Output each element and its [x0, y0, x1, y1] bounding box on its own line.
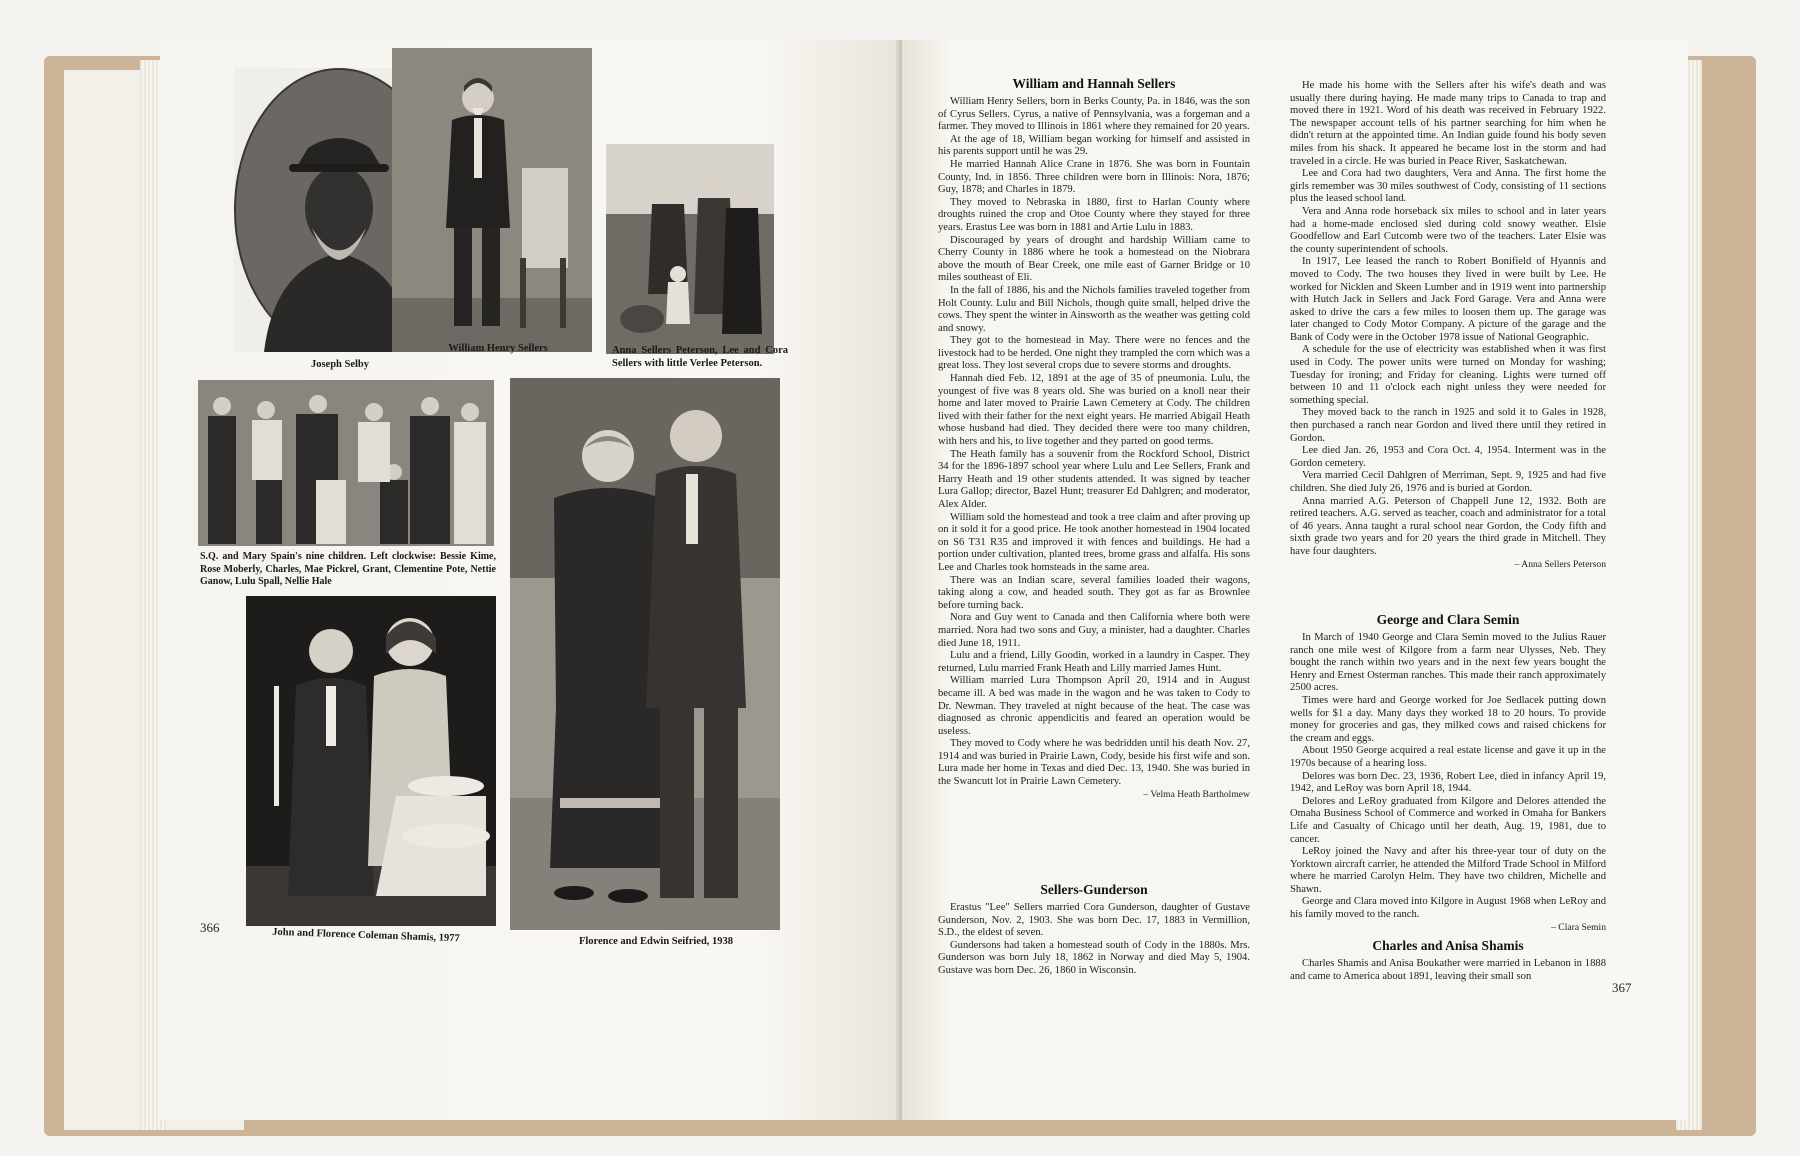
left-page-number: 366 [200, 920, 220, 935]
photo-shamis-couple [246, 596, 496, 926]
paragraph: The Heath family has a souvenir from the Rockford School, District 34 for the 1896-1897 school year where Lulu and Lee Sellers, Frank and Harry Heath and 19 other students attended. It was signed by teacher Lura Gallop; director, Bazel Hunt; treasurer Ed Dahlgren; and moderator, Alex Alder. [938, 448, 1250, 510]
paragraph: Discouraged by years of drought and hardship William came to Cherry County in 1886 where he took a homestead on the Niobrara above the mouth of Bear Creek, one mile east of Garner Bridge or 10 miles southeast of Eli. [938, 234, 1250, 284]
paragraph: LeRoy joined the Navy and after his three-year tour of duty on the Yorktown aircraft carrier, he attended the Milford Trade School in Milford where he married Carolyn Helm. They have two children, Michelle and Shawn. [1290, 846, 1606, 895]
paragraph: Gundersons had taken a homestead south of Cody in the 1880s. Mrs. Gunderson was born July 18, 1862 in Norway and died May 5, 1904. Gustave was born Dec. 26, 1860 in Wisconsin. [938, 939, 1250, 976]
signature-clara-semin: – Clara Semin [1551, 921, 1606, 933]
paragraph: In 1917, Lee leased the ranch to Robert Bonifield of Hyannis and moved to Cody. The two houses they lived in were built by Lee. He worked for Nicklen and Skeen Lumber and in 1919 went into partnership with Hutch Jack in Sellers and Jack Ford Garage. Vera and Anna were asked to drive the cars a few miles to loosen them up. The garage was later changed to Cody Motor Company. A picture of the garage and the Bank of Cody were in the October 1978 issue of National Geographic. [1290, 256, 1606, 343]
couple-with-cake-image [246, 596, 496, 926]
signature-anna-sellers-peterson: – Anna Sellers Peterson [1514, 558, 1606, 570]
photo-william-henry-sellers [392, 48, 592, 352]
right-page-number: 367 [1612, 980, 1632, 995]
paragraph: Delores and LeRoy graduated from Kilgore and Delores attended the Omaha Business School of Commerce and worked in Omaha for Bankers Life and Casualty of Chicago until her death, Aug. 19, 1981, due to cancer. [1290, 795, 1606, 845]
right-page-column-1 [938, 96, 1250, 876]
right-page [902, 40, 1688, 1120]
standing-man-image [392, 48, 592, 352]
paragraph: At the age of 18, William began working for himself and assisted in his parents support until he was 29. [938, 133, 1250, 158]
semin-paragraphs [1290, 632, 1606, 922]
heading-sellers-gunderson: Sellers-Gunderson [1040, 882, 1148, 897]
paragraph: George and Clara moved into Kilgore in August 1968 when LeRoy and his family moved to the ranch. [1290, 896, 1606, 921]
heading-william-hannah-sellers: William and Hannah Sellers [1012, 76, 1176, 91]
paragraph: William married Lura Thompson April 20, 1914 and in August became ill. A bed was made in the wagon and he was taken to Cody to Dr. Newman. They traveled at night because of the heat. The case was diagnosed as chronic appendicitis and feared an operation would be useless. [938, 675, 1250, 737]
shamis-column [1290, 958, 1606, 998]
paragraph: About 1950 George acquired a real estate license and gave it up in the 1970s because of a hearing loss. [1290, 745, 1606, 769]
paragraph: Erastus "Lee" Sellers married Cora Gunderson, daughter of Gustave Gunderson, Nov. 2, 1903. She was born Dec. 17, 1883 in Vermillion, S.D., the eldest of seven. [938, 902, 1250, 939]
family-group-image [606, 144, 774, 354]
paragraph: William sold the homestead and took a tree claim and after proving up on it sold it for a good price. He took another homestead in 1904 located on S6 T31 R35 and improved it with fences and buildings. He had a portion under cultivation, planted trees, brome grass and alfalfa. His sons Lee and Charles took homsteads in the same area. [938, 511, 1250, 573]
heading-george-clara-semin: George and Clara Semin [1376, 612, 1520, 627]
paragraph: They moved to Cody where he was bedridden until his death Nov. 27, 1914 and was buried in Prairie Lawn, Cody, beside his first wife and son. Lura made her home in Texas and died Dec. 13, 1940. She was buried in the Swancutt lot in Prairie Lawn Cemetery. [938, 738, 1250, 788]
paragraph: Charles Shamis and Anisa Boukather were married in Lebanon in 1888 and came to America about 1891, leaving their small son [1290, 958, 1606, 982]
paragraph: Vera and Anna rode horseback six miles to school and in later years had a home-made enclosed sled during cold snowy weather. Elsie Goodfellow and Earl Cutcomb were two of the teachers. Later Elsie was the county superintendent of schools. [1290, 205, 1606, 255]
paragraph: They got to the homestead in May. There were no fences and the livestock had to be herded. One night they trampled the corn which was a great loss. They lost several crops due to severe storms and droughts. [938, 335, 1250, 372]
paragraph: In the fall of 1886, his and the Nichols families traveled together from Holt County. Lulu and Bill Nichols, though quite small, helped drive the cows. They spent the winter in Ainsworth as the weather was getting cold and snowy. [938, 284, 1250, 334]
paragraph: Hannah died Feb. 12, 1891 at the age of 35 of pneumonia. Lulu, the youngest of five was 8 years old. She was buried on a knoll near their home and later moved to Prairie Lawn Cemetery at Cody. The children lived with their father for the next eight years. He married Abigail Heath whose husband had died. They decided there were too many children, with hers and his, to live together and they parted on good terms. [938, 373, 1250, 448]
sellers-gunderson-paragraphs [938, 902, 1250, 978]
paragraph: Times were hard and George worked for Joe Sedlacek putting down wells for $1 a day. Many days they worked 18 to 20 hours. To provide money for groceries and gas, they milked cows and raised chickens for the cream and eggs. [1290, 694, 1606, 744]
caption-seifried-couple: Florence and Edwin Seifried, 1938 [578, 936, 734, 947]
paragraph: Lee and Cora had two daughters, Vera and Anna. The first home the girls remember was 30 miles southwest of Cody, consisting of 11 sections plus the leased school land. [1290, 168, 1606, 205]
shamis-paragraphs [1290, 958, 1606, 983]
paragraph: Lee died Jan. 26, 1953 and Cora Oct. 4, 1954. Interment was in the Gordon cemetery. [1290, 445, 1606, 469]
paragraph: William Henry Sellers, born in Berks County, Pa. in 1846, was the son of Cyrus Sellers. Cyrus, a native of Pennsylvania, was a forgeman and a farmer. They moved to Illinois in 1861 where they remained for 20 years. [938, 96, 1250, 133]
photo-anna-sellers-peterson [606, 144, 774, 354]
photo-seifried-couple [510, 378, 780, 930]
semin-column [1290, 632, 1606, 933]
paragraph: There was an Indian scare, several families loaded their wagons, taking along a cow, and headed south. They got as far as Brownlee before turning back. [938, 574, 1250, 611]
right-page-column-2 [1290, 80, 1606, 588]
paragraph: Nora and Guy went to Canada and then California where both were married. Nora had two sons and Guy, a minister, had a daughter. Charles died June 18, 1911. [938, 612, 1250, 649]
caption-anna-sellers-peterson: Anna Sellers Peterson, Lee and Cora Sellers with little Verlee Peterson. [612, 345, 788, 369]
caption-william-henry-sellers: William Henry Sellers [448, 343, 548, 354]
left-page [160, 40, 902, 1120]
paragraph: He married Hannah Alice Crane in 1876. She was born in Fountain County, Ind. in 1856. Three children were born in Illinois: Nora, 1876; Guy, 1878; and Charles in 1879. [938, 158, 1250, 196]
paragraph: A schedule for the use of electricity was established when it was first used in Cody. The power units were turned on Monday for washing; Tuesday for ironing; and Friday for cleaning. Lights were turned off between 10 and 11 o'clock each night unless they were needed for something special. [1290, 344, 1606, 406]
paragraph: Lulu and a friend, Lilly Goodin, worked in a laundry in Casper. They returned, Lulu married Frank Heath and Lilly married James Hunt. [938, 650, 1250, 674]
couple-standing-outdoors-image [510, 378, 780, 930]
paragraph: Vera married Cecil Dahlgren of Merriman, Sept. 9, 1925 and had five children. She died July 26, 1976 and is buried at Gordon. [1290, 470, 1606, 494]
column-2-paragraphs [1290, 80, 1606, 559]
paragraph: Anna married A.G. Peterson of Chappell June 12, 1932. Both are retired teachers. A.G. served as teacher, coach and administrator for a total of 46 years. Anna taught a rural school near Gordon, the Cody fifth and sixth grade two years and for 20 years the third grade in Mitchell. They have four daughters. [1290, 495, 1606, 557]
paragraph: In March of 1940 George and Clara Semin moved to the Julius Rauer ranch one mile west of Kilgore from a farm near Ulysses, Neb. They bought the ranch within two years and in the next few years bought the Henry and Ernest Osterman ranches. This made their ranch approximately 2500 acres. [1290, 632, 1606, 694]
paragraph: Delores was born Dec. 23, 1936, Robert Lee, died in infancy April 19, 1942, and LeRoy was born April 18, 1944. [1290, 770, 1606, 795]
paragraph: They moved to Nebraska in 1880, first to Harlan County where droughts ruined the crop and Otoe County where they stayed for three years. Erastus Lee was born in 1881 and Artie Lulu in 1883. [938, 196, 1250, 233]
right-page-column-1-lower [938, 902, 1250, 998]
caption-spain-children: S.Q. and Mary Spain's nine children. Left clockwise: Bessie Kime, Rose Moberly, Charles, Mae Pickrel, Grant, Clementine Pote, Nettie Ganow, Lulu Spall, Nellie Hale [200, 551, 496, 587]
paragraph: They moved back to the ranch in 1925 and sold it to Gales in 1928, then purchased a ranch near Gordon and lived there until they retired in Gordon. [1290, 407, 1606, 444]
caption-shamis-couple: John and Florence Coleman Shamis, 1977 [272, 926, 460, 945]
heading-charles-anisa-shamis: Charles and Anisa Shamis [1372, 938, 1524, 953]
signature-velma-heath: – Velma Heath Bartholmew [1143, 788, 1250, 800]
caption-joseph-selby: Joseph Selby [310, 359, 370, 370]
paragraph: He made his home with the Sellers after his wife's death and was usually there during haying. He made many trips to Canada to trap and moved there in 1921. Word of his death was received in February 1922. The newspaper account tells of his partner searching for him when he didn't return at the appointed time. An Indian guide found his body seven miles from his shack. It appeared he became lost in the storm and had traveled in a circle. He was buried in Peace River, Saskatchewan. [1290, 80, 1606, 167]
column-1-paragraphs [938, 96, 1250, 789]
photo-spain-children [198, 380, 494, 546]
group-of-nine-image [198, 380, 494, 546]
